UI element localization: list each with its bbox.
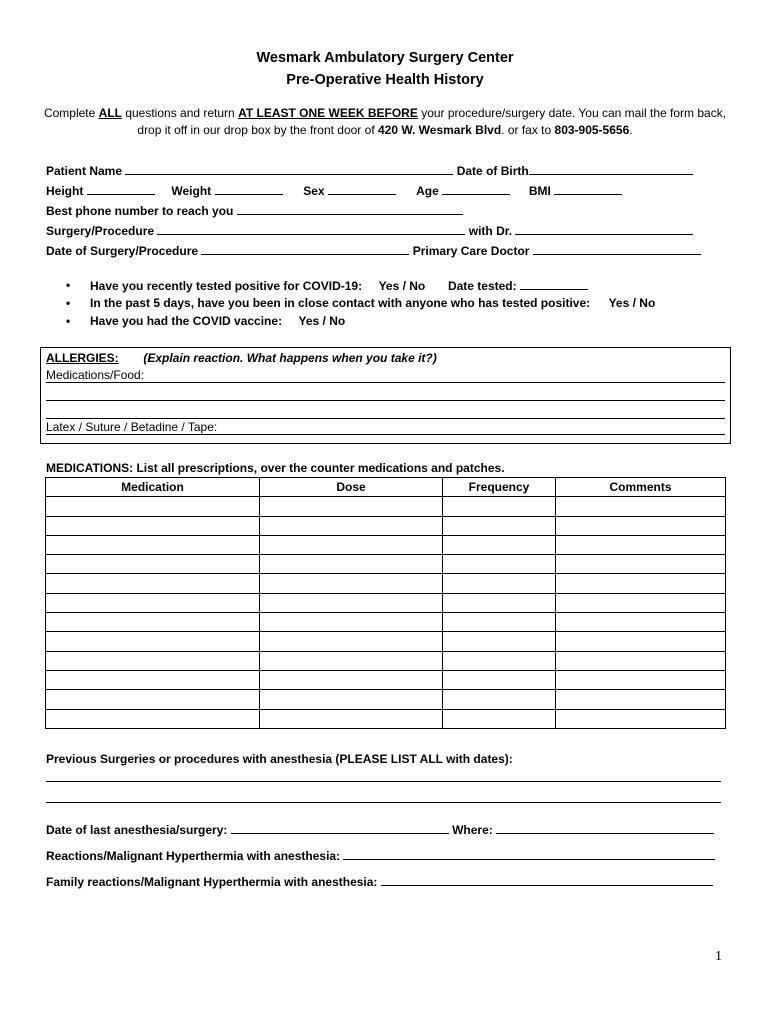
patient-name-row — [46, 163, 693, 178]
column-header: Dose — [260, 478, 443, 497]
dose-cell[interactable] — [260, 670, 443, 689]
dose-cell[interactable] — [260, 690, 443, 709]
form-title: Wesmark Ambulatory Surgery Center — [256, 50, 514, 66]
doctor-field[interactable] — [515, 223, 693, 235]
height-field[interactable] — [87, 183, 155, 195]
comments-cell[interactable] — [556, 632, 726, 651]
medication-cell[interactable] — [46, 651, 260, 670]
last-anesthesia-field[interactable] — [231, 822, 449, 834]
surgery-date-row — [46, 243, 701, 258]
reactions-row: Reactions/Malignant Hyperthermia with anesthesia: — [46, 848, 715, 863]
comments-cell[interactable] — [556, 613, 726, 632]
vitals-row — [46, 183, 622, 198]
allergies-box — [40, 347, 731, 444]
form-subtitle: Pre-Operative Health History — [286, 72, 484, 88]
allergy-line-3[interactable] — [46, 418, 725, 419]
medication-row — [46, 574, 726, 593]
dob-label: Date of Birth — [456, 164, 529, 178]
comments-cell[interactable] — [556, 690, 726, 709]
pcp-field[interactable] — [533, 243, 701, 255]
medication-cell[interactable] — [46, 690, 260, 709]
frequency-cell[interactable] — [443, 670, 556, 689]
medication-row — [46, 593, 726, 612]
height-label: Height — [46, 184, 84, 198]
medication-cell[interactable] — [46, 535, 260, 554]
dose-cell[interactable] — [260, 555, 443, 574]
medication-cell[interactable] — [46, 670, 260, 689]
form-page: Wesmark Ambulatory Surgery Center Pre-Operative Health History Complete ALL questions and return AT LEAST ONE WEEK BEFORE your procedure/surgery date. You can mail the form back, drop it off in our drop box by the front door of 420 W. Wesmark Blvd. or fax to 803-905-5656. Patient Name Date of Birth Height Weight Sex Age BMI Best phone number to reach you Surgery/Procedure with Dr. Date of Surgery/Procedure Primary Care Doctor • Have you recently tested positive for COVID-19: Yes / No Date tested: • In the past 5 days, have you been in close contact with anyone who has tested positive: Yes / No • Have you had the COVID vaccine: Yes / No ALLERGIES: (Explain reaction. What happens when you take it?) Medications/Food: Latex / Suture / Betadine / Tape: MEDICATIONS: List all prescriptions, over the counter medications and patches. Medication Dose Frequency Comments Previous Surgeries or procedures with anesthesia (PLEASE LIST ALL with dates): Date of last anesthesia/surgery: Where: Reactions/Malignant Hyperthermia with anesthesia: Family reactions/Malignant Hyperthermia with anesthesia: 1 — [0, 0, 770, 1024]
latex-label: Latex / Suture / Betadine / Tape: — [46, 420, 218, 434]
latex-line[interactable] — [46, 434, 725, 435]
surgery-label: Surgery/Procedure — [46, 224, 155, 238]
frequency-cell[interactable] — [443, 651, 556, 670]
comments-cell[interactable] — [556, 709, 726, 728]
page-number: 1 — [715, 949, 722, 964]
column-header: Frequency — [443, 478, 556, 497]
comments-cell[interactable] — [556, 651, 726, 670]
previous-surgeries-line-2[interactable] — [46, 802, 721, 803]
covid-contact-yes-no[interactable]: Yes / No — [608, 296, 656, 310]
medication-row — [46, 670, 726, 689]
dose-cell[interactable] — [260, 574, 443, 593]
bullet-icon: • — [66, 278, 71, 292]
surgery-row — [46, 223, 693, 238]
medication-cell[interactable] — [46, 632, 260, 651]
where-field[interactable] — [496, 822, 714, 834]
frequency-cell[interactable] — [443, 516, 556, 535]
medications-table — [45, 477, 726, 729]
family-reactions-field[interactable] — [381, 874, 713, 886]
weight-field[interactable] — [215, 183, 283, 195]
frequency-cell[interactable] — [443, 632, 556, 651]
medication-row — [46, 709, 726, 728]
reactions-field[interactable] — [343, 848, 715, 860]
medication-row — [46, 535, 726, 554]
medication-cell[interactable] — [46, 516, 260, 535]
covid-date-tested-field[interactable] — [520, 278, 588, 290]
family-reactions-row: Family reactions/Malignant Hyperthermia with anesthesia: — [46, 874, 713, 889]
frequency-cell[interactable] — [443, 613, 556, 632]
medication-row — [46, 555, 726, 574]
last-anesthesia-row: Date of last anesthesia/surgery: Where: — [46, 822, 714, 837]
phone-label: Best phone number to reach you — [46, 204, 234, 218]
medication-row — [46, 516, 726, 535]
age-label: Age — [416, 184, 439, 198]
patient-name-label: Patient Name — [46, 164, 123, 178]
frequency-cell[interactable] — [443, 593, 556, 612]
instructions-paragraph: Complete ALL questions and return AT LEAST ONE WEEK BEFORE your procedure/surgery date. You can mail the form back, drop it off in our drop box by the front door of 420 W. Wesmark Blvd. or fax to 803-905-5656. — [43, 106, 727, 137]
column-header: Comments — [556, 478, 726, 497]
phone-field[interactable] — [237, 203, 463, 215]
medication-cell[interactable] — [46, 709, 260, 728]
comments-cell[interactable] — [556, 516, 726, 535]
medication-cell[interactable] — [46, 574, 260, 593]
pcp-label: Primary Care Doctor — [412, 244, 530, 258]
allergy-line-1[interactable] — [46, 382, 725, 383]
age-field[interactable] — [442, 183, 510, 195]
comments-cell[interactable] — [556, 535, 726, 554]
surgery-date-label: Date of Surgery/Procedure — [46, 244, 199, 258]
medication-cell[interactable] — [46, 497, 260, 516]
frequency-cell[interactable] — [443, 574, 556, 593]
medication-row — [46, 651, 726, 670]
column-header: Medication — [46, 478, 260, 497]
medications-header-row — [46, 478, 726, 497]
frequency-cell[interactable] — [443, 709, 556, 728]
covid-vaccine-yes-no[interactable]: Yes / No — [298, 314, 346, 328]
frequency-cell[interactable] — [443, 690, 556, 709]
comments-cell[interactable] — [556, 555, 726, 574]
patient-name-field[interactable] — [125, 163, 453, 175]
bullet-icon: • — [66, 314, 71, 328]
allergies-header: ALLERGIES: (Explain reaction. What happens when you take it?) — [46, 351, 437, 365]
bullet-icon: • — [66, 296, 71, 310]
sex-field[interactable] — [328, 183, 396, 195]
previous-surgeries-heading: Previous Surgeries or procedures with anesthesia (PLEASE LIST ALL with dates): — [46, 752, 513, 766]
medication-cell[interactable] — [46, 555, 260, 574]
medications-heading: MEDICATIONS: List all prescriptions, over the counter medications and patches. — [46, 461, 505, 475]
dose-cell[interactable] — [260, 497, 443, 516]
medication-row — [46, 632, 726, 651]
frequency-cell[interactable] — [443, 555, 556, 574]
weight-label: Weight — [171, 184, 212, 198]
medication-row — [46, 497, 726, 516]
dose-cell[interactable] — [260, 632, 443, 651]
meds-food-label: Medications/Food: — [46, 368, 145, 382]
previous-surgeries-line-1[interactable] — [46, 781, 721, 782]
covid-positive-yes-no[interactable]: Yes / No — [378, 279, 426, 293]
phone-row — [46, 203, 463, 218]
dose-cell[interactable] — [260, 535, 443, 554]
comments-cell[interactable] — [556, 574, 726, 593]
medication-cell[interactable] — [46, 593, 260, 612]
bmi-label: BMI — [528, 184, 551, 198]
dose-cell[interactable] — [260, 593, 443, 612]
comments-cell[interactable] — [556, 497, 726, 516]
surgery-date-field[interactable] — [201, 243, 409, 255]
dose-cell[interactable] — [260, 516, 443, 535]
surgery-field[interactable] — [157, 223, 465, 235]
medication-row — [46, 613, 726, 632]
bmi-field[interactable] — [554, 183, 622, 195]
comments-cell[interactable] — [556, 670, 726, 689]
medication-cell[interactable] — [46, 613, 260, 632]
frequency-cell[interactable] — [443, 497, 556, 516]
with-dr-label: with Dr. — [468, 224, 513, 238]
dose-cell[interactable] — [260, 651, 443, 670]
comments-cell[interactable] — [556, 593, 726, 612]
medication-row — [46, 690, 726, 709]
dob-field[interactable] — [529, 163, 693, 175]
dose-cell[interactable] — [260, 613, 443, 632]
frequency-cell[interactable] — [443, 535, 556, 554]
allergy-line-2[interactable] — [46, 400, 725, 401]
dose-cell[interactable] — [260, 709, 443, 728]
sex-label: Sex — [303, 184, 325, 198]
